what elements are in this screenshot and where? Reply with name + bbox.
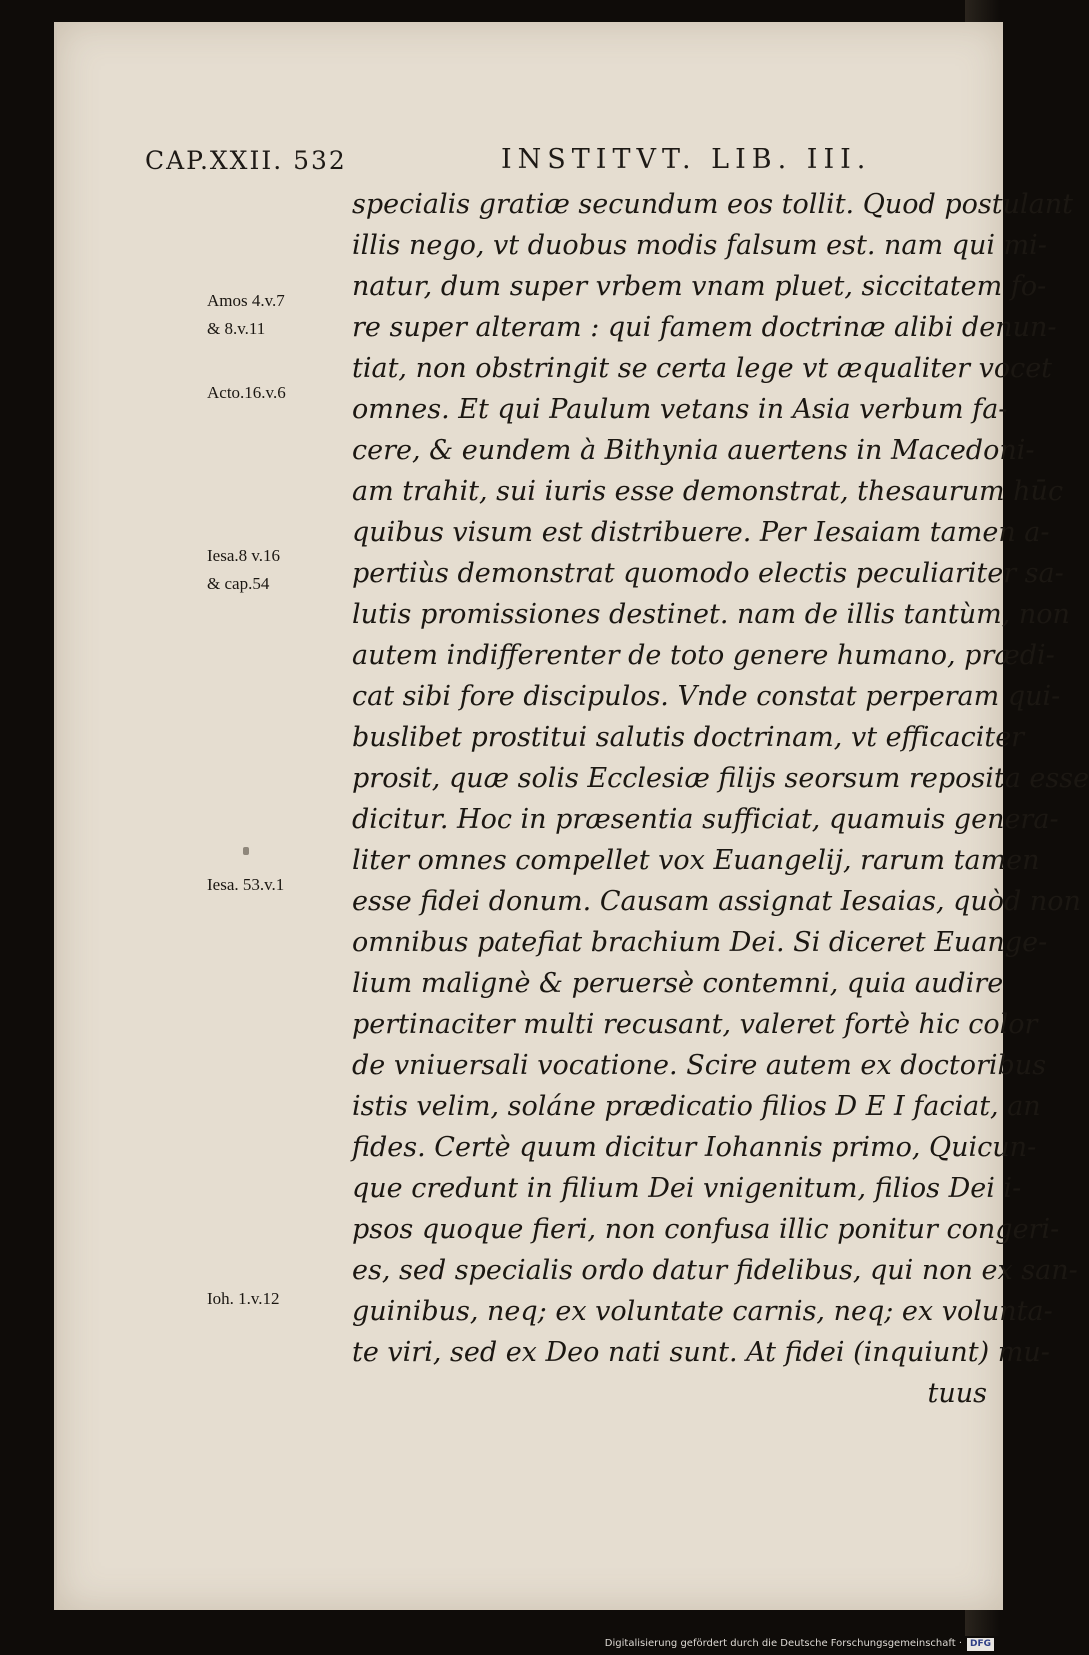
text-line: natur, dum super vrbem vnam pluet, siccitatem fo- [352,271,1047,302]
text-line: autem indifferenter de toto genere humano, prædi- [352,640,1055,671]
text-line: guinibus, neq; ex voluntate carnis, neq; ex volunta- [352,1296,1053,1327]
text-line: psos quoque fieri, non confusa illic ponitur congeri- [352,1214,1060,1245]
margin-note: & cap.54 [207,574,270,593]
body-text [352,184,1089,1414]
book-page [54,22,1089,1610]
page-header [57,126,1003,176]
text-line: cere, & eundem à Bithynia auertens in Macedoni- [352,435,1035,466]
text-line: prosit, quæ solis Ecclesiæ filijs seorsum reposita esse [352,763,1089,794]
text-line: specialis gratiæ secundum eos tollit. Quod postulant [352,189,1073,220]
text-line: lutis promissiones destinet. nam de illis tantùm, non [352,599,1070,630]
margin-note: & 8.v.11 [207,319,266,338]
text-line: dicitur. Hoc in præsentia sufficiat, quamuis genera- [352,804,1059,835]
text-line: pertiùs demonstrat quomodo electis peculiariter sa- [352,558,1064,589]
text-line: esse fidei donum. Causam assignat Iesaias, quòd non [352,886,1081,917]
catchword: tuus [927,1378,987,1409]
text-line: omnibus patefiat brachium Dei. Si diceret Euange- [352,927,1048,958]
text-line: fides. Certè quum dicitur Iohannis primo, Quicun- [352,1132,1037,1163]
text-line: illis nego, vt duobus modis falsum est. nam qui mi- [352,230,1047,261]
text-line: quibus visum est distribuere. Per Iesaiam tamen a- [352,517,1050,548]
margin-note: Iesa.8 v.16 [207,546,281,565]
dfg-logo: DFG [967,1638,994,1651]
digitization-footer [0,1636,1000,1655]
text-line: omnes. Et qui Paulum vetans in Asia verbum fa- [352,394,1008,425]
text-line: de vniuersali vocatione. Scire autem ex doctoribus [352,1050,1047,1081]
text-line: liter omnes compellet vox Euangelij, rarum tamen [352,845,1040,876]
text-line: es, sed specialis ordo datur fidelibus, qui non ex san- [352,1255,1078,1286]
text-line: que credunt in filium Dei vnigenitum, filios Dei i- [352,1173,1022,1204]
chapter-page-number: CAP.XXII. 532 [145,146,347,175]
margin-note: Ioh. 1.v.12 [207,1289,280,1308]
text-line: re super alteram : qui famem doctrinæ alibi denun- [352,312,1057,343]
text-line: istis velim, soláne prædicatio filios D E I faciat, an [352,1091,1041,1122]
margin-note: Amos 4.v.7 [207,291,285,310]
text-line: lium malignè & peruersè contemni, quia audire [352,968,1004,999]
text-line: buslibet prostitui salutis doctrinam, vt efficaciter [352,722,1025,753]
footer-credit: Digitalisierung gefördert durch die Deutsche Forschungsgemeinschaft · [604,1638,962,1649]
pencil-mark [243,847,249,855]
margin-note: Iesa. 53.v.1 [207,875,285,894]
running-title: INSTITVT. LIB. III. [501,144,872,175]
margin-note: Acto.16.v.6 [207,383,286,402]
text-line: am trahit, sui iuris esse demonstrat, thesaurum hūc [352,476,1064,507]
text-line: pertinaciter multi recusant, valeret fortè hic color [352,1009,1038,1040]
text-line: tiat, non obstringit se certa lege vt æqualiter vocet [352,353,1053,384]
text-line: cat sibi fore discipulos. Vnde constat perperam qui- [352,681,1061,712]
text-line: te viri, sed ex Deo nati sunt. At fidei (inquiunt) mu- [352,1337,1050,1368]
